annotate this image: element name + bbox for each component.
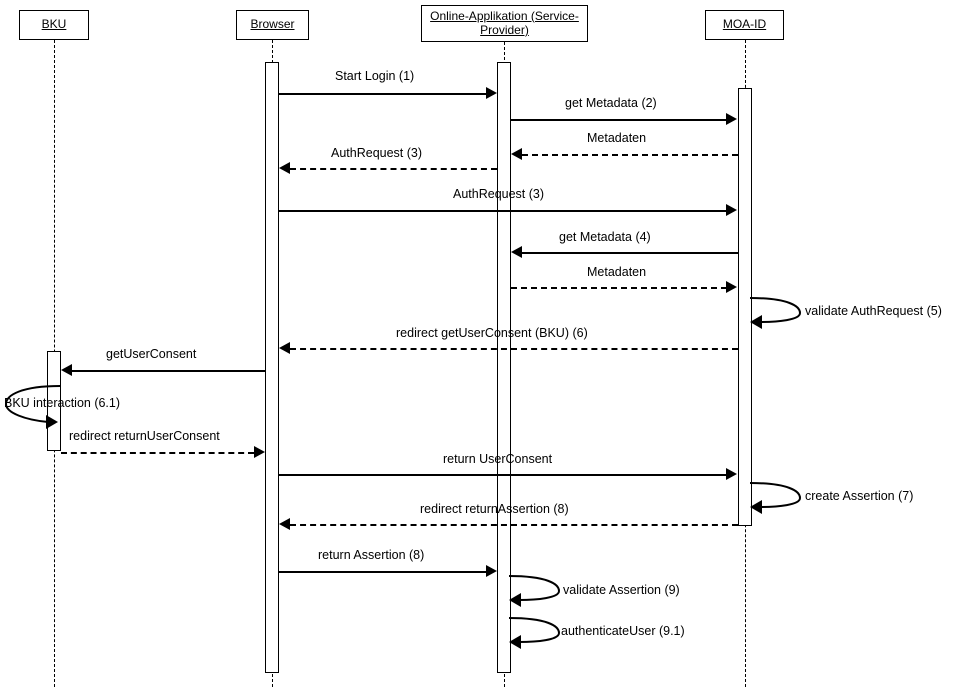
message-arrow-redirect-returnassertion	[279, 518, 290, 530]
message-arrow-getuserconsent	[61, 364, 72, 376]
lifeline-head-browser	[236, 10, 309, 40]
message-label-return-userconsent: return UserConsent	[443, 452, 553, 466]
message-label-redirect-returnassertion: redirect returnAssertion (8)	[420, 502, 569, 516]
message-arrow-get-metadata-2	[726, 113, 737, 125]
message-label-authrequest-3a: AuthRequest (3)	[331, 146, 423, 160]
lifeline-label-moaid: MOA-ID	[722, 17, 767, 32]
lifeline-label-app: Online-Applikation (Service-Provider)	[430, 8, 579, 37]
message-arrow-return-assertion	[486, 565, 497, 577]
message-label-start-login: Start Login (1)	[335, 69, 415, 83]
message-line-redirect-getuserconsent	[290, 348, 738, 350]
message-arrow-get-metadata-4	[511, 246, 522, 258]
message-arrow-metadaten-1	[511, 148, 522, 160]
message-label-redirect-returnuserconsent: redirect returnUserConsent	[69, 429, 220, 443]
message-line-metadaten-2	[511, 287, 727, 289]
message-label-get-metadata-4: get Metadata (4)	[559, 230, 651, 244]
message-arrow-redirect-returnuserconsent	[254, 446, 265, 458]
self-message-label-authenticate-user: authenticateUser (9.1)	[561, 624, 685, 638]
message-line-authrequest-3a	[290, 168, 497, 170]
message-line-redirect-returnassertion	[290, 524, 738, 526]
message-label-metadaten-2: Metadaten	[587, 265, 647, 279]
message-arrow-start-login	[486, 87, 497, 99]
message-line-return-assertion	[279, 571, 487, 573]
message-arrow-return-userconsent	[726, 468, 737, 480]
message-label-return-assertion: return Assertion (8)	[318, 548, 425, 562]
message-line-return-userconsent	[279, 474, 727, 476]
message-label-metadaten-1: Metadaten	[587, 131, 647, 145]
self-message-label-validate-assertion: validate Assertion (9)	[563, 583, 680, 597]
message-label-getuserconsent: getUserConsent	[106, 347, 197, 361]
message-line-getuserconsent	[72, 370, 265, 372]
self-message-label-create-assertion: create Assertion (7)	[805, 489, 914, 503]
message-line-get-metadata-2	[511, 119, 727, 121]
lifeline-label-browser: Browser	[250, 17, 295, 32]
message-arrow-authrequest-3a	[279, 162, 290, 174]
self-message-label-bku-interaction: BKU interaction (6.1)	[4, 396, 121, 410]
message-label-get-metadata-2: get Metadata (2)	[565, 96, 657, 110]
message-arrow-metadaten-2	[726, 281, 737, 293]
activation-browser	[265, 62, 279, 673]
message-arrow-authrequest-3b	[726, 204, 737, 216]
self-message-label-validate-authrequest: validate AuthRequest (5)	[805, 304, 942, 318]
message-line-start-login	[279, 93, 487, 95]
message-label-authrequest-3b: AuthRequest (3)	[453, 187, 545, 201]
message-arrow-redirect-getuserconsent	[279, 342, 290, 354]
message-line-redirect-returnuserconsent	[61, 452, 254, 454]
lifeline-label-bku: BKU	[41, 17, 67, 32]
message-line-authrequest-3b	[279, 210, 727, 212]
message-label-redirect-getuserconsent: redirect getUserConsent (BKU) (6)	[396, 326, 588, 340]
lifeline-head-bku	[19, 10, 89, 40]
lifeline-head-app	[421, 5, 588, 42]
message-line-metadaten-1	[522, 154, 738, 156]
lifeline-head-moaid	[705, 10, 784, 40]
message-line-get-metadata-4	[522, 252, 738, 254]
